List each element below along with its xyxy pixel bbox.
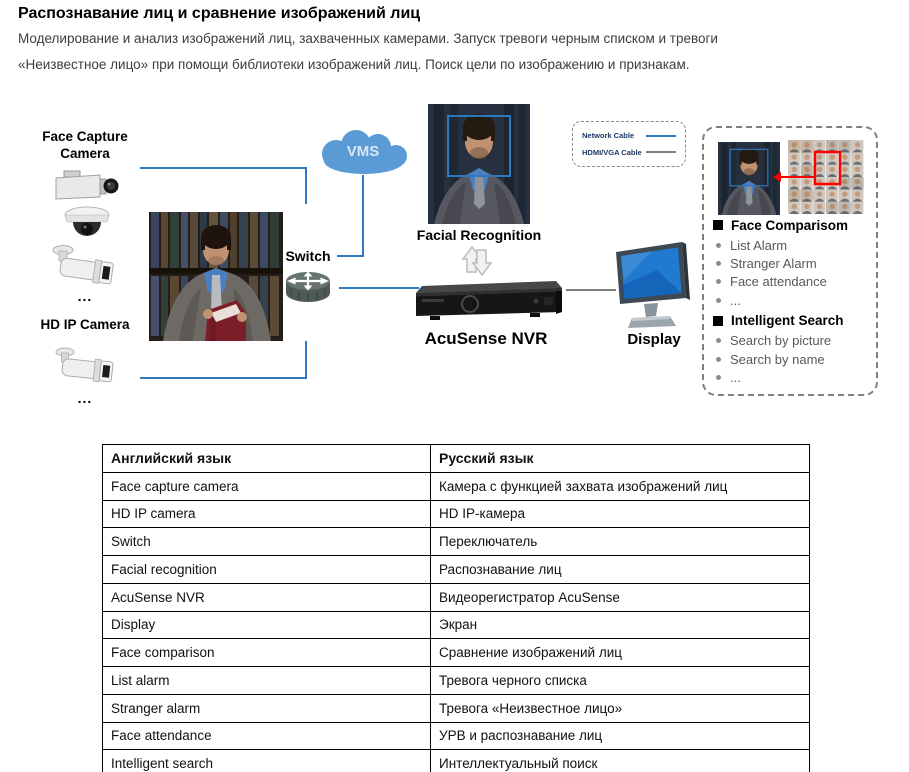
- header-english: Английский язык: [103, 445, 431, 473]
- table-row: HD IP camera HD IP-камера: [103, 500, 810, 528]
- page-title: Распознавание лиц и сравнение изображений лиц: [18, 5, 421, 22]
- network-cable-swatch: [646, 135, 676, 137]
- network-line-bottom-horizontal: [140, 377, 307, 379]
- data-exchange-arrows-icon: [455, 242, 499, 280]
- table-row: Face comparison Сравнение изображений лиц: [103, 639, 810, 667]
- intelligent-search-title: Intelligent Search: [731, 313, 844, 329]
- table-header-row: [103, 445, 810, 473]
- list-item: ...: [713, 291, 875, 309]
- header-russian: Русский язык: [431, 445, 810, 473]
- table-row: Facial recognition Распознавание лиц: [103, 556, 810, 584]
- hdmi-vga-cable-swatch: [646, 151, 676, 153]
- facial-recognition-photo: [428, 104, 530, 224]
- cable-legend: [572, 121, 686, 167]
- face-comparison-header: [713, 216, 875, 234]
- dot-bullet-icon: [716, 261, 721, 266]
- dot-bullet-icon: [716, 298, 721, 303]
- table-row: Intelligent search Интеллектуальный поиск: [103, 750, 810, 772]
- match-arrow-line: [780, 176, 816, 178]
- table-row: List alarm Тревога черного списка: [103, 667, 810, 695]
- match-arrow-head-icon: [773, 172, 781, 182]
- network-line-switch-nvr: [339, 287, 419, 289]
- dot-bullet-icon: [716, 375, 721, 380]
- network-line-vms-vertical: [362, 175, 364, 257]
- ellipsis-cameras: ...: [77, 288, 93, 304]
- list-item: List Alarm: [713, 236, 875, 254]
- hdmi-vga-cable-label: HDMI/VGA Cable: [582, 147, 642, 157]
- box-camera-icon: [54, 168, 120, 202]
- table-row: Display Экран: [103, 611, 810, 639]
- dome-camera-icon: [62, 204, 112, 242]
- feature-list: [713, 216, 875, 387]
- list-item: Face attendance: [713, 273, 875, 291]
- network-line-vms-switch: [337, 255, 364, 257]
- table-row: Switch Переключатель: [103, 528, 810, 556]
- ellipsis-hd-camera: ...: [77, 390, 93, 406]
- dot-bullet-icon: [716, 338, 721, 343]
- dot-bullet-icon: [716, 279, 721, 284]
- face-comparison-title: Face Comparisom: [731, 217, 849, 233]
- list-item: Search by picture: [713, 332, 875, 350]
- vms-label: VMS: [346, 143, 380, 160]
- face-capture-camera-label: Face Capture Camera: [42, 129, 128, 161]
- nvr-label: AcuSense NVR: [424, 329, 548, 348]
- library-scene-photo: [149, 212, 283, 341]
- display-label: Display: [627, 331, 681, 348]
- table-row: Face capture camera Камера с функцией захвата изображений лиц: [103, 472, 810, 500]
- bullet-camera-icon: [46, 244, 120, 288]
- hd-ip-camera-icon: [50, 346, 120, 388]
- dot-bullet-icon: [716, 243, 721, 248]
- table-row: AcuSense NVR Видеорегистратор AcuSense: [103, 583, 810, 611]
- intro-line-2: «Неизвестное лицо» при помощи библиотеки изображений лиц. Поиск цели по изображению и признакам.: [18, 57, 690, 72]
- hdmi-line-nvr-display: [566, 289, 616, 291]
- list-item: Stranger Alarm: [713, 254, 875, 272]
- network-line-top-horizontal: [140, 167, 307, 169]
- list-item: Search by name: [713, 350, 875, 368]
- legend-network-cable: [582, 131, 676, 140]
- list-item: ...: [713, 368, 875, 386]
- table-row: Stranger alarm Тревога «Неизвестное лицо»: [103, 694, 810, 722]
- legend-hdmi-vga-cable: [582, 148, 676, 157]
- compared-face-photo: [718, 142, 780, 215]
- facial-recognition-label: Facial Recognition: [416, 227, 542, 243]
- intro-line-1: Моделирование и анализ изображений лиц, захваченных камерами. Запуск тревоги черным списком и тревоги: [18, 31, 718, 46]
- dot-bullet-icon: [716, 357, 721, 362]
- network-line-top-vertical: [305, 167, 307, 204]
- network-line-bottom-vertical: [305, 341, 307, 379]
- switch-icon: [283, 269, 333, 305]
- display-icon: [612, 240, 694, 332]
- translation-table: [102, 444, 810, 772]
- square-bullet-icon: [713, 316, 723, 326]
- nvr-device-icon: [410, 276, 562, 324]
- intelligent-search-header: [713, 312, 875, 330]
- network-cable-label: Network Cable: [582, 131, 635, 141]
- table-row: Face attendance УРВ и распознавание лиц: [103, 722, 810, 750]
- switch-label: Switch: [285, 248, 331, 264]
- square-bullet-icon: [713, 220, 723, 230]
- hd-ip-camera-label: HD IP Camera: [40, 317, 130, 332]
